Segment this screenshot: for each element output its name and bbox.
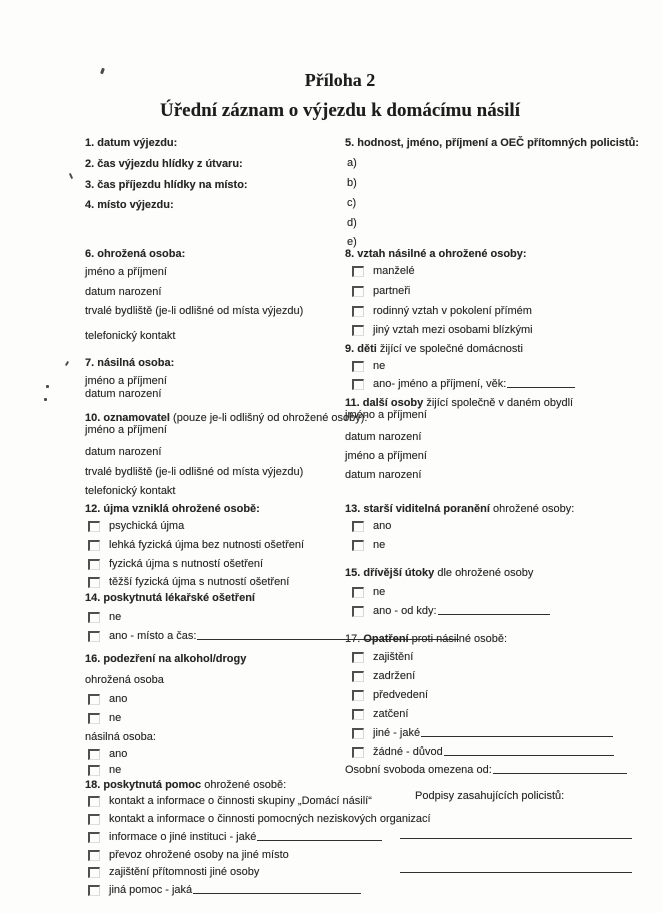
checkbox[interactable] — [88, 540, 100, 551]
signature-line[interactable] — [400, 838, 632, 839]
checkbox[interactable] — [352, 286, 364, 297]
section-17-heading — [345, 633, 507, 645]
checkbox-label: zadržení — [373, 670, 416, 682]
section-11-line: datum narození — [345, 469, 422, 481]
section-11-line: jméno a příjmení — [345, 450, 427, 462]
section-6-line: datum narození — [85, 286, 162, 298]
checkbox-row — [88, 831, 382, 843]
checkbox-row — [88, 813, 431, 825]
officer-letter: d) — [347, 217, 357, 229]
section-6-line: trvalé bydliště (je-li odlišné od místa výjezdu) — [85, 305, 304, 317]
section-10-line: datum narození — [85, 446, 162, 458]
checkbox-row — [352, 520, 391, 532]
checkbox-label: zatčení — [373, 708, 409, 720]
checkbox-label: kontakt a informace o činnosti pomocných neziskových organizací — [109, 813, 431, 825]
checkbox[interactable] — [88, 694, 100, 705]
checkbox-row — [88, 693, 127, 705]
section-11-line: jméno a příjmení — [345, 409, 427, 421]
checkbox-row — [352, 378, 575, 390]
checkbox-label: partneři — [373, 285, 411, 297]
checkbox-row — [88, 866, 259, 878]
section-13-heading-bold: 13. starší viditelná poranění — [345, 503, 490, 515]
checkbox[interactable] — [352, 606, 364, 617]
section-5-heading: 5. hodnost, jméno, příjmení a OEČ přítomných policistů: — [345, 137, 639, 149]
checkbox[interactable] — [352, 325, 364, 336]
checkbox-label: ne — [373, 360, 386, 372]
checkbox-row — [352, 305, 532, 317]
fill-in-line[interactable] — [257, 831, 382, 841]
section-11-heading-rest: žijící společně v daném obydlí — [426, 397, 574, 409]
scan-artifact — [46, 385, 49, 388]
checkbox-label: zajištění — [373, 651, 414, 663]
checkbox[interactable] — [352, 587, 364, 598]
page-subtitle: Úřední záznam o výjezdu k domácímu násilí — [160, 100, 520, 121]
checkbox-label: ano- jméno a příjmení, věk: — [373, 378, 507, 390]
section-18-heading — [85, 779, 286, 791]
checkbox-label: ne — [109, 764, 122, 776]
section-14-heading: 14. poskytnutá lékařské ošetření — [85, 592, 255, 604]
checkbox-row — [352, 605, 550, 617]
checkbox-row — [352, 285, 410, 297]
section-7-heading: 7. násilná osoba: — [85, 357, 175, 369]
checkbox-label: kontakt a informace o činnosti skupiny „Domácí násilí“ — [109, 795, 372, 807]
section-12-heading: 12. újma vzniklá ohrožené osobě: — [85, 503, 260, 515]
section-6-line: telefonický kontakt — [85, 330, 176, 342]
checkbox[interactable] — [352, 709, 364, 720]
checkbox-label: ano — [373, 520, 392, 532]
checkbox-row — [352, 265, 415, 277]
checkbox-row — [88, 712, 121, 724]
checkbox-label: jiné - jaké — [373, 727, 421, 739]
checkbox[interactable] — [352, 361, 364, 372]
fill-in-line[interactable] — [444, 746, 614, 756]
checkbox[interactable] — [88, 713, 100, 724]
checkbox[interactable] — [352, 540, 364, 551]
checkbox[interactable] — [88, 577, 100, 588]
section-16-sub1: ohrožená osoba — [85, 674, 164, 686]
checkbox[interactable] — [352, 306, 364, 317]
checkbox-label: žádné - důvod — [373, 746, 443, 758]
checkbox-label: ano - od kdy: — [373, 605, 437, 617]
signature-line[interactable] — [400, 872, 632, 873]
section-17-heading-pre: 17. — [345, 633, 361, 645]
checkbox[interactable] — [88, 850, 100, 861]
checkbox-label: lehká fyzická újma bez nutnosti ošetření — [109, 539, 305, 551]
section-10-heading-bold: 10. oznamovatel — [85, 412, 170, 424]
scan-artifact — [69, 173, 73, 179]
osobni-svoboda-label: Osobní svoboda omezena od: — [345, 764, 492, 776]
checkbox-label: jiná pomoc - jaká — [109, 884, 193, 896]
section-17-heading-bold: Opatření — [363, 633, 409, 645]
section-18-heading-rest: ohrožené osobě: — [204, 779, 287, 791]
checkbox-row — [352, 670, 415, 682]
checkbox[interactable] — [88, 559, 100, 570]
section-10-line: jméno a příjmení — [85, 424, 167, 436]
checkbox-row — [352, 360, 385, 372]
checkbox[interactable] — [88, 765, 100, 776]
checkbox[interactable] — [352, 652, 364, 663]
section-18-heading-bold: 18. poskytnutá pomoc — [85, 779, 202, 791]
checkbox-label: jiný vztah mezi osobami blízkými — [373, 324, 533, 336]
checkbox[interactable] — [88, 612, 100, 623]
fill-in-line[interactable] — [493, 764, 627, 774]
checkbox[interactable] — [88, 796, 100, 807]
section-10-line: telefonický kontakt — [85, 485, 176, 497]
section-15-heading-rest: dle ohrožené osoby — [437, 567, 534, 579]
scan-artifact — [65, 361, 69, 366]
checkbox-row — [88, 764, 121, 776]
checkbox-label: ano — [109, 748, 128, 760]
checkbox[interactable] — [352, 747, 364, 758]
field-1-datum-vyjezdu: 1. datum výjezdu: — [85, 137, 178, 149]
section-11-heading-bold: 11. další osoby — [345, 397, 424, 409]
checkbox-row — [352, 708, 408, 720]
checkbox-row — [352, 586, 385, 598]
checkbox[interactable] — [88, 814, 100, 825]
section-10-heading — [85, 412, 368, 424]
fill-in-line[interactable] — [438, 605, 550, 615]
scan-artifact — [44, 398, 47, 401]
field-3-cas-prijezdu: 3. čas příjezdu hlídky na místo: — [85, 179, 248, 191]
section-7-line: datum narození — [85, 388, 162, 400]
section-9-heading — [345, 343, 523, 355]
checkbox-row — [352, 651, 413, 663]
checkbox-row — [352, 324, 533, 336]
checkbox-label: ano - místo a čas: — [109, 630, 197, 642]
checkbox[interactable] — [352, 671, 364, 682]
checkbox-row — [88, 576, 289, 588]
checkbox-row — [88, 795, 372, 807]
section-7-line: jméno a příjmení — [85, 375, 167, 387]
checkbox-row — [88, 884, 361, 896]
checkbox[interactable] — [88, 749, 100, 760]
section-13-heading — [345, 503, 574, 515]
section-13-heading-rest: ohrožené osoby: — [492, 503, 575, 515]
checkbox-row — [352, 746, 614, 758]
checkbox[interactable] — [88, 832, 100, 843]
checkbox[interactable] — [352, 266, 364, 277]
officer-letter: a) — [347, 157, 357, 169]
section-10-line: trvalé bydliště (je-li odlišné od místa výjezdu) — [85, 466, 304, 478]
podpisy-label: Podpisy zasahujících policistů: — [415, 790, 565, 802]
checkbox[interactable] — [352, 728, 364, 739]
checkbox-label: psychická újma — [109, 520, 185, 532]
checkbox-label: ano — [109, 693, 128, 705]
osobni-svoboda-row — [345, 764, 627, 776]
checkbox-label: ne — [373, 539, 386, 551]
checkbox-row — [352, 689, 428, 701]
checkbox[interactable] — [352, 379, 364, 390]
checkbox-label: ne — [373, 586, 386, 598]
checkbox-label: ne — [109, 611, 122, 623]
checkbox[interactable] — [88, 631, 100, 642]
section-11-heading — [345, 397, 573, 409]
checkbox[interactable] — [88, 521, 100, 532]
checkbox[interactable] — [352, 690, 364, 701]
section-15-heading-bold: 15. dřívější útoky — [345, 567, 435, 579]
checkbox-label: předvedení — [373, 689, 429, 701]
checkbox-label: převoz ohrožené osoby na jiné místo — [109, 849, 289, 861]
section-10-heading-rest: (pouze je-li odlišný od ohrožené osoby): — [173, 412, 368, 424]
section-15-heading — [345, 567, 533, 579]
section-9-heading-rest: žijící ve společné domácnosti — [379, 343, 523, 355]
checkbox-label: ne — [109, 712, 122, 724]
checkbox-label: fyzická újma s nutností ošetření — [109, 558, 264, 570]
section-6-line: jméno a příjmení — [85, 266, 167, 278]
checkbox-row — [88, 520, 184, 532]
officer-letter: b) — [347, 177, 357, 189]
checkbox[interactable] — [88, 885, 100, 896]
officer-letter: e) — [347, 236, 357, 248]
field-2-cas-vyjezdu: 2. čas výjezdu hlídky z útvaru: — [85, 158, 243, 170]
field-4-misto-vyjezdu: 4. místo výjezdu: — [85, 199, 174, 211]
officer-letter: c) — [347, 197, 357, 209]
checkbox-label: manželé — [373, 265, 415, 277]
checkbox-row — [88, 748, 127, 760]
checkbox-label: zajištění přítomnosti jiné osoby — [109, 866, 260, 878]
section-8-heading: 8. vztah násilné a ohrožené osoby: — [345, 248, 527, 260]
page-title: Příloha 2 — [304, 70, 376, 90]
checkbox[interactable] — [88, 867, 100, 878]
section-11-line: datum narození — [345, 431, 422, 443]
fill-in-line[interactable] — [193, 884, 361, 894]
section-6-heading: 6. ohrožená osoba: — [85, 248, 186, 260]
checkbox-row — [352, 539, 385, 551]
checkbox-row — [88, 611, 121, 623]
checkbox-label: informace o jiné instituci - jaké — [109, 831, 257, 843]
section-17-heading-rest: proti násilné osobě: — [411, 633, 508, 645]
checkbox[interactable] — [352, 521, 364, 532]
section-16-sub2: násilná osoba: — [85, 731, 156, 743]
checkbox-label: těžší fyzická újma s nutností ošetření — [109, 576, 290, 588]
checkbox-row — [88, 849, 289, 861]
checkbox-row — [352, 727, 613, 739]
fill-in-line[interactable] — [507, 378, 575, 388]
checkbox-row — [88, 539, 304, 551]
fill-in-line[interactable] — [421, 727, 613, 737]
checkbox-label: rodinný vztah v pokolení přímém — [373, 305, 532, 317]
section-16-heading: 16. podezření na alkohol/drogy — [85, 653, 247, 665]
checkbox-row — [88, 558, 263, 570]
section-9-heading-bold: 9. děti — [345, 343, 377, 355]
